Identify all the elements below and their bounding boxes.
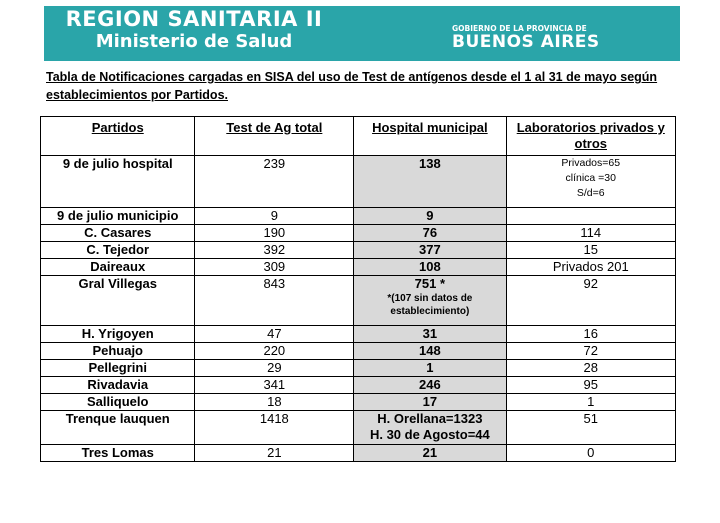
table-row — [41, 360, 676, 377]
total-cell: 239 — [195, 156, 354, 208]
partido-cell: Daireaux — [41, 259, 195, 276]
hospital-note: *(107 sin datos de establecimiento) — [387, 293, 473, 317]
labs-cell: 114 — [506, 225, 675, 242]
hospital-cell: 9 — [354, 208, 506, 225]
labs-line: Privados=65 — [561, 157, 621, 169]
labs-cell: Privados 201 — [506, 259, 675, 276]
header-laboratorios: Laboratorios privados y otros — [506, 117, 675, 156]
table-row — [41, 242, 676, 259]
header-hospital: Hospital municipal — [354, 117, 506, 156]
table-row — [41, 156, 676, 208]
government-label: GOBIERNO DE LA PROVINCIA DE — [452, 24, 587, 33]
table-row — [41, 259, 676, 276]
hospital-line: H. Orellana=1323 — [377, 411, 483, 426]
table-row — [41, 411, 676, 445]
hospital-cell: 108 — [354, 259, 506, 276]
partido-cell: C. Casares — [41, 225, 195, 242]
partido-cell: 9 de julio municipio — [41, 208, 195, 225]
labs-cell: 16 — [506, 326, 675, 343]
total-cell: 309 — [195, 259, 354, 276]
partido-cell: 9 de julio hospital — [41, 156, 195, 208]
table-row — [41, 326, 676, 343]
labs-cell: 92 — [506, 276, 675, 326]
partido-cell: Gral Villegas — [41, 276, 195, 326]
hospital-cell: 138 — [354, 156, 506, 208]
labs-cell: 72 — [506, 343, 675, 360]
ministry-title: Ministerio de Salud — [95, 31, 293, 52]
hospital-value: 751 * — [414, 276, 446, 291]
labs-cell: 0 — [506, 445, 675, 462]
hospital-cell — [354, 276, 506, 326]
document-title: Tabla de Notificaciones cargadas en SISA del uso de Test de antígenos desde el 1 al 31 de mayo según establecimientos por Partidos. — [46, 70, 658, 102]
total-cell: 220 — [195, 343, 354, 360]
hospital-cell: 1 — [354, 360, 506, 377]
labs-cell — [506, 156, 675, 208]
partido-cell: C. Tejedor — [41, 242, 195, 259]
hospital-cell: 76 — [354, 225, 506, 242]
partido-cell: Tres Lomas — [41, 445, 195, 462]
hospital-cell: 377 — [354, 242, 506, 259]
header-partidos: Partidos — [41, 117, 195, 156]
partido-cell: Pellegrini — [41, 360, 195, 377]
table-row — [41, 225, 676, 242]
labs-line: S/d=6 — [576, 187, 605, 199]
labs-cell: 15 — [506, 242, 675, 259]
labs-cell — [506, 208, 675, 225]
province-label: BUENOS AIRES — [452, 32, 600, 52]
total-cell: 29 — [195, 360, 354, 377]
partido-cell: Trenque lauquen — [41, 411, 195, 445]
partido-cell: Salliquelo — [41, 394, 195, 411]
hospital-cell: 17 — [354, 394, 506, 411]
partido-cell: Pehuajo — [41, 343, 195, 360]
hospital-cell: 21 — [354, 445, 506, 462]
hospital-cell: 246 — [354, 377, 506, 394]
total-cell: 9 — [195, 208, 354, 225]
table-row — [41, 208, 676, 225]
table-row — [41, 343, 676, 360]
hospital-cell — [354, 411, 506, 445]
table-row — [41, 377, 676, 394]
hospital-cell: 31 — [354, 326, 506, 343]
header-test-total: Test de Ag total — [195, 117, 354, 156]
table-header-row — [41, 117, 676, 156]
total-cell: 1418 — [195, 411, 354, 445]
total-cell: 47 — [195, 326, 354, 343]
table-row — [41, 276, 676, 326]
hospital-line: H. 30 de Agosto=44 — [369, 427, 490, 442]
total-cell: 843 — [195, 276, 354, 326]
region-title: REGION SANITARIA II — [65, 7, 323, 31]
labs-cell: 95 — [506, 377, 675, 394]
total-cell: 18 — [195, 394, 354, 411]
partido-cell: Rivadavia — [41, 377, 195, 394]
hospital-cell: 148 — [354, 343, 506, 360]
total-cell: 341 — [195, 377, 354, 394]
total-cell: 392 — [195, 242, 354, 259]
notifications-table — [40, 116, 676, 462]
labs-cell: 51 — [506, 411, 675, 445]
table-row — [41, 394, 676, 411]
labs-cell: 28 — [506, 360, 675, 377]
partido-cell: H. Yrigoyen — [41, 326, 195, 343]
table-row — [41, 445, 676, 462]
total-cell: 21 — [195, 445, 354, 462]
total-cell: 190 — [195, 225, 354, 242]
labs-line: clínica =30 — [565, 172, 616, 184]
labs-cell: 1 — [506, 394, 675, 411]
